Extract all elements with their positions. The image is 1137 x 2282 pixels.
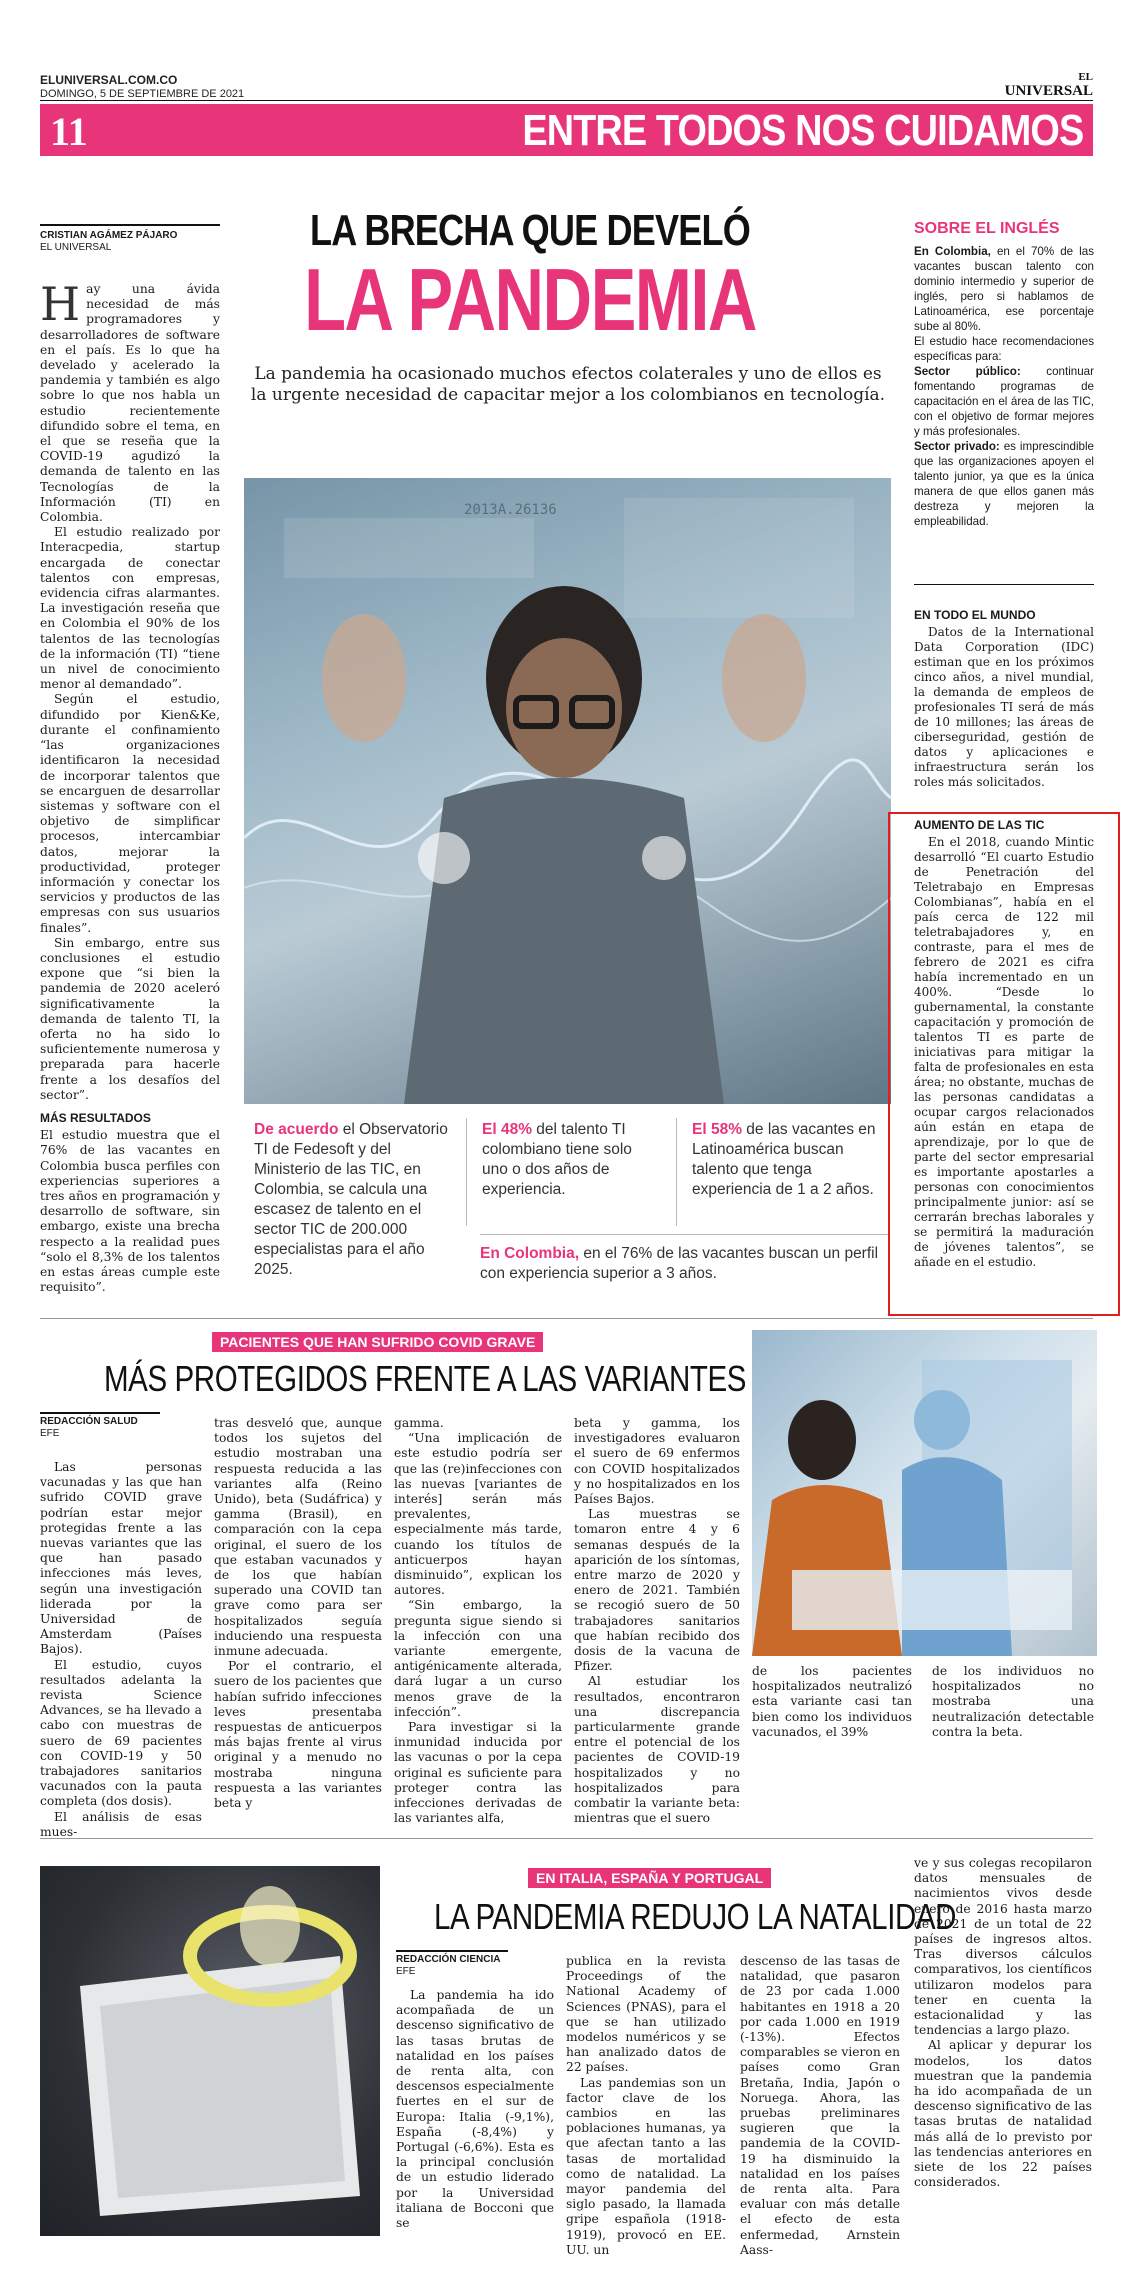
stat-divider-2: [676, 1118, 677, 1226]
photo-condom[interactable]: [40, 1866, 380, 2236]
photo-illustration: [244, 478, 891, 1104]
section-band: [40, 104, 1093, 156]
logo-top: EL: [1078, 71, 1093, 83]
stat-colombia: [480, 1244, 890, 1284]
byline: [40, 230, 220, 254]
article1-p2: El estudio realizado por Interacpedia, startup encargada de conectar talentos con empresas, evidencia cifras alarmantes. La investigación reseña que en Colombia el 90% de los talentos de las tecnologías de la información (TI) “tiene un nivel de conocimiento menor al demandado”.: [40, 525, 220, 692]
stat-colombia-text: en el 76% de las vacantes buscan un perfil con experiencia superior a 3 años.: [480, 1245, 879, 1282]
article2-tag: PACIENTES QUE HAN SUFRIDO COVID GRAVE: [212, 1332, 543, 1352]
privado-bold: Sector privado:: [914, 440, 1000, 453]
sidebar-mundo: [914, 608, 1094, 790]
section-divider-2: [40, 1838, 1093, 1839]
article2-title: MÁS PROTEGIDOS FRENTE A LAS VARIANTES: [104, 1358, 747, 1399]
masthead-rule: [40, 100, 1093, 101]
article3-col3: [740, 1954, 900, 2258]
newspaper-logo[interactable]: [1005, 70, 1093, 98]
logo-bottom: UNIVERSAL: [1004, 83, 1093, 99]
tic-text: En el 2018, cuando Mintic desarrolló “El cuarto Estudio de Penetración del Teletrabajo en Empresas Colombianas”, había en el país cerca de 122 mil teletrabajadores y, en contraste, para el mes de febrero de 2021 es cifra había incrementado en un 400%. “Desde lo gubernamental, la constante capacitación y promoción de talentos TI es parte de iniciativas para mitigar la falta de profesionales en esta área; no obstante, muchas de las personas candidatas a ocupar cargos relacionados aún están en etapa de aprendizaje, por lo que de parte del sector empresarial es importante apostarles a personas con conocimientos principalmente junior: así se cerrarán brechas laborales y se permitirá la maduración de jóvenes talentos”, se añade en el estudio.: [914, 835, 1094, 1269]
article2-c2: tras desveló que, aunque todos los sujetos del estudio mostraban una respuesta reducida a las variantes alfa (Reino Unido), beta (Sudáfrica) y gamma (Brasil), en comparación con la cepa original, el suero de los que estaban vacunados y de los que habían superado una COVID tan grave como para ser hospitalizados seguía induciendo una respuesta inmune adecuada.: [214, 1416, 382, 1659]
article2-col6: [932, 1664, 1094, 1740]
article3-outlet: EFE: [396, 1966, 416, 1977]
stat-fedesoft: [254, 1120, 454, 1280]
article3-c4: ve y sus colegas recopilaron datos mensuales de nacimientos vivos desde enero de 2016 hasta marzo de 2021 de un total de 22 países de ingresos altos. Tras diversos cálculos comparativos, los científicos utilizaron modelos para tener en cuenta la estacionalidad y las tendencias a largo plazo.: [914, 1856, 1092, 2038]
article2-c3d: Para investigar si la inmunidad inducida por las vacunas o por la cepa original es suficiente para proteger contra las infecciones derivadas de las variantes alfa,: [394, 1720, 562, 1826]
article2-c4: beta y gamma, los investigadores evaluaron el suero de 69 enfermos con COVID hospitalizados y no hospitalizados en los Países Bajos.: [574, 1416, 740, 1507]
sidebar-heading: SOBRE EL INGLÉS: [914, 220, 1060, 237]
article2-outlet: EFE: [40, 1428, 60, 1439]
article1-p5: El estudio muestra que el 76% de las vacantes en Colombia busca perfiles con experiencias superiores a tres años en programación y desarrollo de software, sin embargo, existe una brecha respecto a la realidad pues “solo el 8,3% de los talentos en estas áreas cumple este requisito”.: [40, 1128, 220, 1295]
article1-p4: Sin embargo, entre sus conclusiones el estudio expone que “si bien la pandemia de 2020 aceleró significativamente la demanda de talento TI, la oferta no ha sido lo suficientemente numerosa y preparada para hacerle frente a los desafíos del sector”.: [40, 935, 220, 1102]
stat-fedesoft-text: el Observatorio TI de Fedesoft y del Ministerio de las TIC, en Colombia, se calcula una escasez de talento en el sector TIC de 200.000 especialistas para el año 2025.: [254, 1121, 448, 1278]
article3-col1: [396, 1988, 554, 2231]
article2-byline: [40, 1416, 160, 1440]
article2-author: REDACCIÓN SALUD: [40, 1416, 138, 1427]
article3-author: REDACCIÓN CIENCIA: [396, 1954, 501, 1965]
ingles-bold: En Colombia,: [914, 245, 991, 258]
vaccination-illustration: [752, 1330, 1097, 1656]
article2-c1c: El análisis de esas mues-: [40, 1809, 202, 1839]
article2-c5: de los pacientes hospitalizados neutralizó esta variante casi tan bien como los individuos vacunados, el 39%: [752, 1664, 912, 1739]
ingles-text: en el 70% de las vacantes buscan talento con dominio intermedio y superior de inglés, pero si hablamos de Latinoamérica, ese porcentaje sube al 80%.: [914, 245, 1094, 333]
section-title: ENTRE TODOS NOS CUIDAMOS: [521, 106, 1083, 155]
stat-divider-1: [466, 1118, 467, 1226]
sidebar-tic: [914, 818, 1094, 1270]
headline-line2: LA PANDEMIA: [304, 250, 756, 349]
stat-58: [692, 1120, 888, 1200]
stat-colombia-bold: En Colombia,: [480, 1245, 580, 1262]
sidebar-rule: [914, 584, 1094, 585]
headline-dek: La pandemia ha ocasionado muchos efectos colaterales y uno de ellos es la urgente necesidad de capacitar mejor a los colombianos en tecnología.: [250, 364, 886, 405]
photo-girl-with-glasses[interactable]: [244, 478, 891, 1104]
sidebar-ingles: [914, 244, 1094, 529]
article1-p3: Según el estudio, difundido por Kien&Ke, durante el confinamiento “las organizaciones identificaron la necesidad de incorporar talentos que se encarguen de desarrollar sistemas y software con el objetivo de simplificar procesos, intercambiar datos, mejorar la productividad, proteger información y conectar los servicios y productos de las empresas con sus usuarios finales”.: [40, 692, 220, 935]
article3-c2: publica en la revista Proceedings of the National Academy of Sciences (PNAS), para el que se han utilizado modelos numéricos y se han analizado datos de 22 países.: [566, 1954, 726, 2075]
masthead-left: [40, 74, 244, 101]
tic-heading: AUMENTO DE LAS TIC: [914, 818, 1045, 832]
stat-58-text: de las vacantes en Latinoamérica buscan talento que tenga experiencia de 1 a 2 años.: [692, 1121, 876, 1198]
article2-byline-rule: [40, 1412, 160, 1414]
photo-digits: 2013A.26136: [464, 502, 557, 518]
publico-bold: Sector público:: [914, 365, 1021, 378]
article2-c4b: Las muestras se tomaron entre 4 y 6 semanas después de la aparición de los síntomas, entre marzo de 2020 y enero de 2021. También se recogió suero de 50 trabajadores sanitarios que habían recibido dos dosis de la vacuna de Pfizer.: [574, 1507, 740, 1674]
section-divider-1: [40, 1318, 1093, 1319]
article2-c3b: “Una implicación de este estudio podría ser que las (re)infecciones con las nuevas [variantes de interés] serán más prevalentes, especialmente más tarde, cuando los títulos de anticuerpos hayan disminuido”, explican los autores.: [394, 1431, 562, 1598]
publico-text: continuar fomentando programas de capacitación en el área de las TIC, con el objetivo de formar mejores y más profesionales.: [914, 365, 1094, 438]
article3-tag: EN ITALIA, ESPAÑA Y PORTUGAL: [528, 1868, 771, 1888]
article3-c3: descenso de las tasas de natalidad, que pasaron de 23 por cada 1.000 habitantes en 1918 a 20 por cada 1.000 en 1919 (-13%). Efectos comparables se vieron en países como Gran Bretaña, India, Japón o Noruega. Ahora, las pruebas preliminares sugieren que la pandemia de la COVID-19 ha disminuido la natalidad en los países de renta alta. Para evaluar con más detalle el efecto de esta enfermedad, Arnstein Aass-: [740, 1954, 900, 2257]
mundo-text: Datos de la International Data Corporation (IDC) estiman que en los próximos cinco años, a nivel mundial, la demanda de empleos de profesionales TI será de más de 10 millones; las áreas de ciberseguridad, gestión de datos y aplicaciones e infraestructura serán los roles más solicitados.: [914, 625, 1094, 789]
site-name[interactable]: ELUNIVERSAL.COM.CO: [40, 73, 178, 87]
article3-c2b: Las pandemias son un factor clave de los cambios en las poblaciones humanas, ya que afectan tanto a las tasas de mortalidad como de natalidad. La mayor pandemia del siglo pasado, la llamada gripe española (1918-1919), provocó en EE. UU. un: [566, 2075, 726, 2257]
article2-c3: gamma.: [394, 1416, 444, 1430]
article2-col4: [574, 1416, 740, 1826]
article3-byline-rule: [396, 1950, 508, 1952]
article2-col2: [214, 1416, 382, 1811]
stat-48-bold: El 48%: [482, 1121, 532, 1138]
article2-c4c: Al estudiar los resultados, encontraron una discrepancia particularmente grande entre el potencial de los pacientes de COVID-19 hospitalizados y no hospitalizados para combatir la variante beta: mientras que el suero: [574, 1674, 740, 1826]
stat-48-text: del talento TI colombiano tiene solo uno o dos años de experiencia.: [482, 1121, 632, 1198]
article3-byline: [396, 1954, 516, 1978]
article2-c1b: El estudio, cuyos resultados adelanta la revista Science Advances, se ha llevado a cabo con muestras de suero de 69 pacientes con COVID-19 y 50 trabajadores sanitarios vacunados con la pauta completa (dos dosis).: [40, 1657, 202, 1809]
page-number: 11: [50, 109, 88, 154]
stat-48: [482, 1120, 642, 1200]
article3-col4: [914, 1856, 1092, 2190]
condom-illustration: [40, 1866, 380, 2236]
stat-58-bold: El 58%: [692, 1121, 742, 1138]
article2-col5: [752, 1664, 912, 1740]
headline-line1: LA BRECHA QUE DEVELÓ: [310, 206, 750, 255]
article2-c1: Las personas vacunadas y las que han sufrido COVID grave podrían estar mejor protegidas frente a las nuevas variantes que las que han pasado infecciones más leves, según una investigación liderada por la Universidad de Amsterdam (Países Bajos).: [40, 1460, 202, 1657]
article3-c4b: Al aplicar y depurar los modelos, los datos muestran que la pandemia ha ido acompañada de un descenso significativo de las tasas brutas de natalidad más allá de lo previsto por las tendencias anteriores en siete de los 22 países considerados.: [914, 2038, 1092, 2190]
article2-col1: [40, 1460, 202, 1840]
author-outlet: EL UNIVERSAL: [40, 242, 112, 253]
article2-col3: [394, 1416, 562, 1826]
article3-c1: La pandemia ha ido acompañada de un descenso significativo de las tasas brutas de natalidad en los países de renta alta, con descensos especialmente fuertes en el sur de Europa: Italia (-9,1%), España (-8,4%) y Portugal (-6,6%). Esta es la principal conclusión de un estudio liderado por la Universidad italiana de Bocconi que se: [396, 1988, 554, 2231]
article3-title: LA PANDEMIA REDUJO LA NATALIDAD: [434, 1896, 957, 1937]
article1-p1: ay una ávida necesidad de más programadores y desarrolladores de software en el país. Es lo que ha develado y acelerado la pandemia y también es algo sobre lo que nos habla un estudio recientemente difundido sobre el tema, en el que se reseña que la COVID-19 agudizó la demanda de talento en las Tecnologías de la Información (TI) en Colombia.: [40, 282, 220, 525]
recom-text: El estudio hace recomendaciones específicas para:: [914, 335, 1094, 363]
article2-c2b: Por el contrario, el suero de los pacientes que habían sufrido infecciones leves presentaba respuestas de anticuerpos más bajas frente al virus original y a menudo no mostraba ninguna respuesta a las variantes beta y: [214, 1659, 382, 1811]
issue-date: DOMINGO, 5 DE SEPTIEMBRE DE 2021: [40, 88, 245, 100]
article2-c6: de los individuos no hospitalizados no mostraba una neutralización detectable contra la beta.: [932, 1664, 1094, 1739]
drop-cap: H: [40, 277, 81, 331]
article2-c3c: “Sin embargo, la pregunta sigue siendo si la infección con una variante emergente, antigénicamente alterada, dará lugar a un curso menos grave de la infección”.: [394, 1598, 562, 1719]
byline-rule: [40, 224, 220, 226]
author-name: CRISTIAN AGÁMEZ PÁJARO: [40, 230, 178, 241]
privado-text: es imprescindible que las organizaciones apoyen el talento junior, ya que es la única manera de que ellos ganen más destreza y mejoren la empleabilidad.: [914, 440, 1094, 528]
article3-col2: [566, 1954, 726, 2258]
photo-vaccination[interactable]: [752, 1330, 1097, 1656]
article1-subhead: MÁS RESULTADOS: [40, 1110, 151, 1125]
stat-fedesoft-bold: De acuerdo: [254, 1121, 339, 1138]
article1-body: [40, 277, 220, 1295]
mundo-heading: EN TODO EL MUNDO: [914, 608, 1036, 622]
stat-divider-3: [480, 1234, 888, 1235]
